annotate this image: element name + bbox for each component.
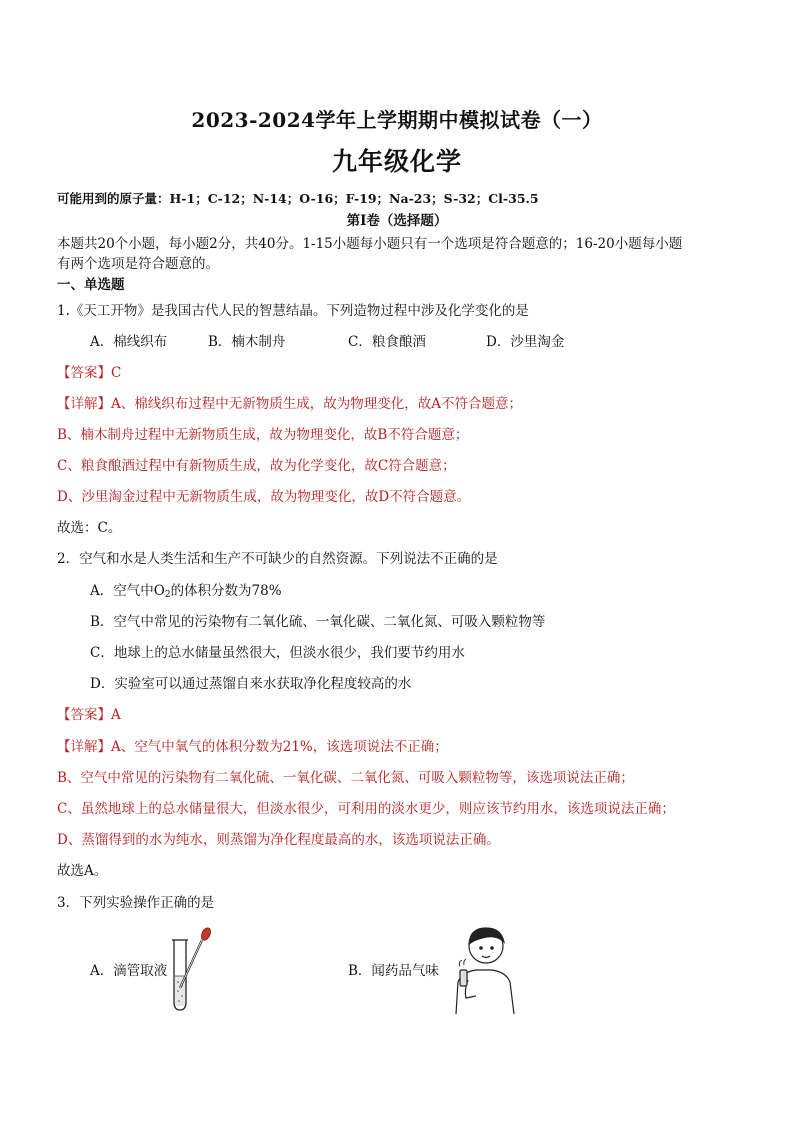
- q1-option-b: B．楠木制舟: [208, 334, 286, 350]
- q2-conclusion: 故选A。: [57, 863, 108, 879]
- exam-subtitle: 九年级化学: [331, 147, 462, 176]
- q1-option-a: A．棉线织布: [90, 334, 168, 350]
- q2-answer: 【答案】A: [57, 707, 121, 723]
- q1-conclusion: 故选：C。: [57, 520, 122, 536]
- q2-option-b: B．空气中常见的污染物有二氧化硫、一氧化碳、二氧化氮、可吸入颗粒物等: [90, 614, 546, 630]
- q2-stem: 2．空气和水是人类生活和生产不可缺少的自然资源。下列说法不正确的是: [57, 551, 498, 567]
- q2-explain-c: C、虽然地球上的总水储量很大，但淡水很少，可利用的淡水更少，则应该节约用水，该选项说法正确；: [57, 801, 675, 817]
- exam-title: 2023-2024学年上学期期中模拟试卷（一）: [191, 108, 603, 132]
- q3-option-b: B．闻药品气味: [348, 963, 439, 979]
- dropper: [180, 926, 212, 988]
- q1-explain-d: D、沙里淘金过程中无新物质生成，故为物理变化，故D不符合题意。: [57, 489, 471, 505]
- q3-stem: 3．下列实验操作正确的是: [57, 895, 215, 911]
- q1-explain-b: B、楠木制舟过程中无新物质生成，故为物理变化，故B不符合题意；: [57, 427, 469, 443]
- intro-line-2: 有两个选项是符合题意的。: [57, 256, 219, 272]
- q1-answer: 【答案】C: [57, 365, 122, 381]
- intro-line-1: 本题共20个小题，每小题2分，共40分。1-15小题每小题只有一个选项是符合题意的；16-20小题每小题: [57, 236, 683, 252]
- q3-option-a: A．滴管取液: [90, 963, 168, 979]
- q2-explain-b: B、空气中常见的污染物有二氧化硫、一氧化碳、二氧化氮、可吸入颗粒物等，该选项说法正确；: [57, 770, 634, 786]
- q2-option-a-pre: A．空气中O: [90, 583, 165, 599]
- dropper-test-tube-figure: [166, 926, 216, 1014]
- q2-option-a-post: 的体积分数为78%: [170, 583, 282, 599]
- section-title: 第I卷（选择题）: [346, 213, 448, 229]
- q1-option-d: D．沙里淘金: [486, 334, 565, 350]
- part-heading: 一、单选题: [57, 277, 125, 293]
- smelling-reagent-figure: [448, 918, 520, 1014]
- q2-explain-a: 【详解】A、空气中氧气的体积分数为21%，该选项说法不正确；: [57, 739, 448, 755]
- q1-explain-a: 【详解】A、棉线织布过程中无新物质生成，故为物理变化，故A不符合题意；: [57, 396, 522, 412]
- q2-explain-d: D、蒸馏得到的水为纯水，则蒸馏为净化程度最高的水，该选项说法正确。: [57, 832, 500, 848]
- q2-option-a-subscript: 2: [164, 590, 171, 600]
- reagent-bottle: [460, 970, 467, 986]
- q1-explain-c: C、粮食酿酒过程中有新物质生成，故为化学变化，故C符合题意；: [57, 458, 456, 474]
- q1-stem: 1.《天工开物》是我国古代人民的智慧结晶。下列造物过程中涉及化学变化的是: [57, 303, 529, 319]
- q1-option-c: C．粮食酿酒: [348, 334, 426, 350]
- q2-option-c: C．地球上的总水储量虽然很大，但淡水很少，我们要节约用水: [90, 645, 465, 661]
- q2-option-d: D．实验室可以通过蒸馏自来水获取净化程度较高的水: [90, 676, 412, 692]
- q2-option-a: [90, 582, 282, 604]
- atomic-masses: 可能用到的原子量：H-1；C-12；N-14；O-16；F-19；Na-23；S-32；Cl-35.5: [57, 191, 539, 206]
